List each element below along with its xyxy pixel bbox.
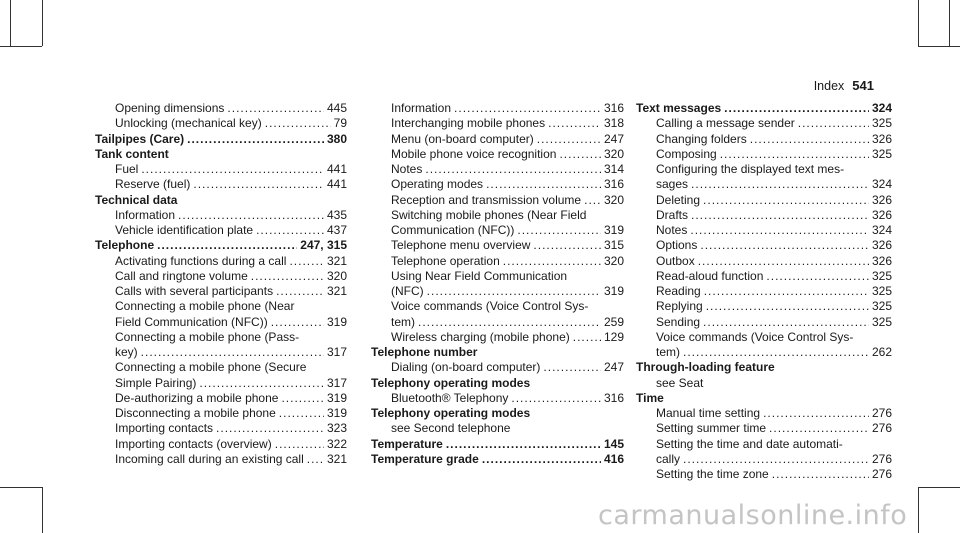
entry-page-ref[interactable]: 315 — [603, 238, 624, 253]
leader-dots — [798, 116, 869, 131]
entry-text: see Second telephone — [391, 421, 511, 436]
entry-page-ref[interactable]: 276 — [871, 421, 892, 436]
entry-text: sages — [656, 177, 689, 192]
entry-text: Vehicle identification plate — [115, 223, 254, 237]
index-subentry — [371, 132, 624, 147]
leader-dots — [482, 452, 601, 467]
index-subentry — [95, 299, 347, 314]
leader-dots — [543, 360, 601, 375]
entry-text: Telephone menu overview — [391, 238, 531, 253]
entry-text: Operating modes — [391, 177, 484, 192]
index-subentry — [636, 132, 892, 147]
entry-text: Interchanging mobile phones — [391, 116, 546, 131]
index-subentry — [371, 116, 624, 131]
leader-dots — [548, 116, 601, 131]
entry-text: cally — [656, 451, 681, 466]
entry-page-ref[interactable]: 319 — [603, 284, 624, 298]
index-subentry — [371, 193, 624, 208]
entry-text: Tank content — [95, 146, 169, 161]
entry-text: Drafts — [656, 207, 689, 222]
entry-page-ref[interactable]: 319 — [326, 406, 347, 420]
index-heading — [95, 132, 347, 147]
index-subentry — [95, 406, 347, 421]
entry-page-ref[interactable]: 129 — [603, 329, 624, 344]
entry-page-ref[interactable]: 316 — [603, 177, 624, 192]
entry-text: Setting the time zone — [656, 467, 769, 481]
entry-page-ref[interactable]: 259 — [603, 314, 624, 329]
crop-mark — [42, 0, 43, 46]
entry-text: Composing — [656, 146, 717, 161]
entry-page-ref[interactable]: 276 — [871, 467, 892, 481]
entry-page-ref[interactable]: 316 — [603, 390, 624, 405]
entry-text: Call and ringtone volume — [115, 268, 248, 283]
leader-dots — [193, 177, 324, 192]
index-subentry — [371, 162, 624, 177]
entry-page-ref[interactable]: 437 — [326, 223, 347, 237]
crop-mark — [918, 46, 960, 47]
index-subentry — [636, 437, 892, 452]
entry-text: (NFC) — [391, 284, 424, 298]
entry-page-ref[interactable]: 145 — [603, 436, 624, 451]
entry-page-ref[interactable]: 324 — [871, 177, 892, 192]
leader-dots — [251, 269, 324, 284]
entry-page-ref[interactable]: 320 — [603, 192, 624, 207]
entry-page-ref[interactable]: 320 — [326, 268, 347, 283]
index-subentry — [371, 315, 624, 330]
index-subentry — [95, 269, 347, 284]
leader-dots — [279, 406, 324, 421]
leader-dots — [724, 101, 869, 116]
entry-page-ref[interactable]: 322 — [326, 436, 347, 451]
index-subentry — [95, 452, 347, 467]
entry-text: Using Near Field Communication — [391, 268, 568, 283]
entry-page-ref[interactable]: 247, 315 — [300, 238, 347, 253]
entry-page-ref[interactable]: 416 — [603, 451, 624, 466]
entry-text: Disconnecting a mobile phone — [115, 406, 276, 420]
entry-text: Calling a message sender — [656, 116, 795, 131]
entry-text: Incoming call during an existing call — [115, 451, 304, 466]
entry-text: Options — [656, 238, 698, 253]
index-subentry — [636, 116, 892, 131]
entry-page-ref[interactable]: 276 — [871, 406, 892, 420]
page-number: 541 — [852, 78, 874, 93]
entry-page-ref[interactable]: 325 — [871, 268, 892, 283]
entry-text: Telephone operation — [391, 253, 500, 268]
index-subentry — [636, 284, 892, 299]
index-subentry — [636, 223, 892, 238]
leader-dots — [703, 193, 869, 208]
index-subentry — [371, 330, 624, 345]
entry-text: Information — [391, 101, 452, 115]
index-subentry — [95, 254, 347, 269]
entry-text: Fuel — [115, 162, 139, 176]
index-subentry — [636, 269, 892, 284]
entry-text: Deleting — [656, 192, 701, 207]
index-subentry — [636, 254, 892, 269]
leader-dots — [573, 330, 601, 345]
leader-dots — [706, 299, 869, 314]
entry-text: Connecting a mobile phone (Near — [115, 299, 295, 314]
index-subentry — [95, 376, 347, 391]
index-heading — [371, 376, 624, 391]
entry-text: Replying — [656, 299, 703, 314]
leader-dots — [275, 437, 324, 452]
entry-page-ref[interactable]: 326 — [871, 192, 892, 207]
entry-page-ref[interactable]: 79 — [333, 116, 347, 131]
leader-dots — [700, 238, 869, 253]
entry-page-ref[interactable]: 247 — [603, 131, 624, 146]
index-subentry — [636, 406, 892, 421]
entry-page-ref[interactable]: 441 — [326, 177, 347, 192]
index-subentry — [95, 330, 347, 345]
entry-text: Bluetooth® Telephony — [391, 390, 509, 405]
crop-mark — [0, 487, 42, 488]
entry-page-ref[interactable]: 324 — [871, 101, 892, 115]
index-subentry — [95, 437, 347, 452]
index-subentry — [636, 345, 892, 360]
index-subentry — [636, 238, 892, 253]
entry-page-ref[interactable]: 321 — [326, 284, 347, 298]
entry-page-ref[interactable]: 445 — [326, 101, 347, 115]
leader-dots — [750, 132, 869, 147]
index-heading — [636, 391, 892, 406]
index-subentry — [636, 208, 892, 223]
leader-dots — [425, 162, 601, 177]
index-heading — [371, 452, 624, 467]
entry-page-ref[interactable]: 325 — [871, 314, 892, 329]
index-subentry — [95, 421, 347, 436]
entry-page-ref[interactable]: 317 — [326, 345, 347, 359]
index-subentry — [636, 315, 892, 330]
entry-text: Importing contacts — [115, 421, 214, 436]
entry-text: Reading — [656, 284, 701, 298]
entry-text: Setting summer time — [656, 421, 767, 436]
index-subentry — [636, 177, 892, 192]
entry-page-ref[interactable]: 319 — [326, 314, 347, 329]
entry-page-ref[interactable]: 247 — [603, 360, 624, 375]
index-subentry — [371, 208, 624, 223]
index-subentry — [371, 223, 624, 238]
leader-dots — [766, 269, 869, 284]
leader-dots — [772, 467, 869, 482]
leader-dots — [486, 177, 601, 192]
entry-text: Telephone number — [371, 345, 478, 359]
entry-text: Dialing (on-board computer) — [391, 360, 541, 375]
entry-page-ref[interactable]: 325 — [871, 284, 892, 298]
entry-text: Through-loading feature — [636, 360, 775, 375]
entry-text: Activating functions during a call — [115, 253, 287, 268]
leader-dots — [720, 147, 869, 162]
entry-text: Reception and transmission volume — [391, 192, 582, 207]
entry-page-ref[interactable]: 276 — [871, 451, 892, 466]
entry-page-ref[interactable]: 262 — [871, 345, 892, 359]
index-subentry — [371, 421, 624, 436]
entry-text: Unlocking (mechanical key) — [115, 116, 262, 131]
entry-text: Setting the time and date automati- — [656, 436, 843, 451]
entry-text: Telephone — [95, 238, 155, 253]
entry-text: Menu (on-board computer) — [391, 131, 534, 146]
leader-dots — [276, 284, 324, 299]
leader-dots — [503, 254, 601, 269]
entry-text: Communication (NFC)) — [391, 223, 515, 237]
leader-dots — [533, 238, 601, 253]
index-subentry — [371, 177, 624, 192]
entry-page-ref[interactable]: 326 — [871, 238, 892, 253]
entry-page-ref[interactable]: 324 — [871, 223, 892, 237]
index-subentry — [636, 299, 892, 314]
entry-text: Telephony operating modes — [371, 375, 531, 390]
index-subentry — [636, 467, 892, 482]
leader-dots — [704, 284, 869, 299]
leader-dots — [584, 193, 601, 208]
leader-dots — [271, 315, 324, 330]
entry-text: Connecting a mobile phone (Pass- — [115, 329, 300, 344]
index-column-2 — [371, 101, 624, 467]
entry-page-ref[interactable]: 326 — [871, 207, 892, 222]
entry-page-ref[interactable]: 325 — [871, 116, 892, 131]
leader-dots — [691, 177, 869, 192]
entry-text: see Seat — [656, 375, 704, 390]
index-subentry — [371, 360, 624, 375]
leader-dots — [698, 254, 869, 269]
entry-page-ref[interactable]: 319 — [603, 223, 624, 237]
leader-dots — [141, 345, 324, 360]
index-subentry — [636, 421, 892, 436]
leader-dots — [216, 421, 324, 436]
index-subentry — [636, 330, 892, 345]
entry-page-ref[interactable]: 314 — [603, 162, 624, 176]
entry-text: Field Communication (NFC)) — [115, 314, 268, 329]
leader-dots — [178, 208, 324, 223]
leader-dots — [559, 147, 601, 162]
index-heading — [95, 193, 347, 208]
index-heading — [371, 437, 624, 452]
crop-mark — [42, 487, 43, 533]
index-subentry — [371, 254, 624, 269]
entry-text: Time — [636, 390, 664, 405]
leader-dots — [256, 223, 324, 238]
index-subentry — [95, 101, 347, 116]
index-heading — [636, 360, 892, 375]
entry-text: Manual time setting — [656, 406, 761, 420]
index-subentry — [95, 284, 347, 299]
entry-page-ref[interactable]: 326 — [871, 253, 892, 268]
index-subentry — [95, 391, 347, 406]
entry-text: Notes — [391, 162, 423, 176]
entry-text: Calls with several participants — [115, 284, 274, 298]
entry-text: Outbox — [656, 253, 695, 268]
index-subentry — [95, 360, 347, 375]
entry-page-ref[interactable]: 317 — [326, 375, 347, 390]
entry-page-ref[interactable]: 380 — [326, 131, 347, 146]
entry-page-ref[interactable]: 319 — [326, 390, 347, 405]
crop-mark — [918, 487, 919, 533]
index-subentry — [371, 101, 624, 116]
leader-dots — [187, 132, 324, 147]
entry-text: De-authorizing a mobile phone — [115, 390, 279, 405]
entry-text: Tailpipes (Care) — [95, 131, 185, 146]
leader-dots — [427, 284, 601, 299]
watermark: carmanualsonline.info — [598, 500, 908, 531]
crop-mark — [0, 46, 42, 47]
index-subentry — [636, 376, 892, 391]
crop-mark — [918, 0, 919, 46]
index-subentry — [95, 116, 347, 131]
entry-text: Text messages — [636, 101, 722, 115]
entry-text: Changing folders — [656, 131, 747, 146]
leader-dots — [683, 345, 869, 360]
index-subentry — [636, 162, 892, 177]
entry-text: Telephony operating modes — [371, 406, 531, 420]
entry-page-ref[interactable]: 316 — [603, 101, 624, 115]
entry-text: Opening dimensions — [115, 101, 225, 115]
crop-mark — [949, 0, 950, 46]
leader-dots — [683, 452, 869, 467]
index-subentry — [371, 299, 624, 314]
entry-page-ref[interactable]: 323 — [326, 421, 347, 436]
entry-text: Mobile phone voice recognition — [391, 146, 557, 161]
entry-page-ref[interactable]: 320 — [603, 146, 624, 161]
index-subentry — [636, 452, 892, 467]
leader-dots — [537, 132, 601, 147]
entry-text: Wireless charging (mobile phone) — [391, 329, 570, 344]
index-subentry — [636, 193, 892, 208]
leader-dots — [446, 437, 601, 452]
leader-dots — [511, 391, 601, 406]
entry-text: Connecting a mobile phone (Secure — [115, 360, 307, 375]
crop-mark — [10, 0, 11, 46]
entry-text: tem) — [656, 345, 680, 359]
entry-page-ref[interactable]: 321 — [326, 253, 347, 268]
index-subentry — [371, 269, 624, 284]
entry-text: Configuring the displayed text mes- — [656, 162, 845, 176]
leader-dots — [289, 254, 324, 269]
index-heading — [636, 101, 892, 116]
index-subentry — [95, 177, 347, 192]
index-subentry — [371, 391, 624, 406]
entry-text: Technical data — [95, 192, 178, 207]
leader-dots — [227, 101, 324, 116]
entry-text: tem) — [391, 314, 415, 329]
entry-text: Information — [115, 207, 176, 222]
leader-dots — [265, 116, 331, 131]
index-subentry — [95, 315, 347, 330]
entry-text: Sending — [656, 314, 701, 329]
entry-text: Importing contacts (overview) — [115, 436, 272, 451]
index-subentry — [371, 147, 624, 162]
leader-dots — [703, 315, 869, 330]
leader-dots — [199, 376, 324, 391]
index-heading — [371, 345, 624, 360]
entry-text: Switching mobile phones (Near Field — [391, 207, 587, 222]
index-heading — [371, 406, 624, 421]
entry-page-ref[interactable]: 441 — [326, 162, 347, 176]
index-heading — [95, 147, 347, 162]
leader-dots — [281, 391, 324, 406]
index-column-1 — [95, 101, 347, 467]
entry-page-ref[interactable]: 325 — [871, 146, 892, 161]
entry-page-ref[interactable]: 325 — [871, 299, 892, 314]
index-subentry — [371, 284, 624, 299]
entry-text: Temperature — [371, 436, 443, 451]
crop-mark — [918, 487, 960, 488]
leader-dots — [691, 208, 869, 223]
entry-text: Notes — [656, 223, 688, 237]
entry-page-ref[interactable]: 435 — [326, 207, 347, 222]
page-header — [814, 78, 874, 93]
section-title: Index — [813, 79, 845, 93]
leader-dots — [141, 162, 324, 177]
index-heading — [95, 238, 347, 253]
leader-dots — [307, 452, 324, 467]
index-subentry — [95, 162, 347, 177]
entry-page-ref[interactable]: 326 — [871, 131, 892, 146]
entry-text: Reserve (fuel) — [115, 177, 191, 192]
index-column-3 — [636, 101, 892, 482]
entry-text: Voice commands (Voice Control Sys- — [656, 329, 854, 344]
leader-dots — [763, 406, 869, 421]
index-subentry — [95, 208, 347, 223]
entry-text: Voice commands (Voice Control Sys- — [391, 299, 589, 314]
leader-dots — [690, 223, 869, 238]
leader-dots — [769, 421, 869, 436]
index-subentry — [371, 238, 624, 253]
leader-dots — [517, 223, 601, 238]
index-subentry — [636, 147, 892, 162]
leader-dots — [157, 238, 297, 253]
entry-text: Read-aloud function — [656, 268, 764, 283]
entry-page-ref[interactable]: 320 — [603, 253, 624, 268]
leader-dots — [418, 315, 601, 330]
index-subentry — [95, 345, 347, 360]
index-subentry — [95, 223, 347, 238]
entry-text: key) — [115, 345, 138, 359]
entry-page-ref[interactable]: 321 — [326, 451, 347, 466]
entry-page-ref[interactable]: 318 — [603, 116, 624, 131]
entry-text: Temperature grade — [371, 451, 479, 466]
entry-text: Simple Pairing) — [115, 375, 197, 390]
leader-dots — [454, 101, 601, 116]
